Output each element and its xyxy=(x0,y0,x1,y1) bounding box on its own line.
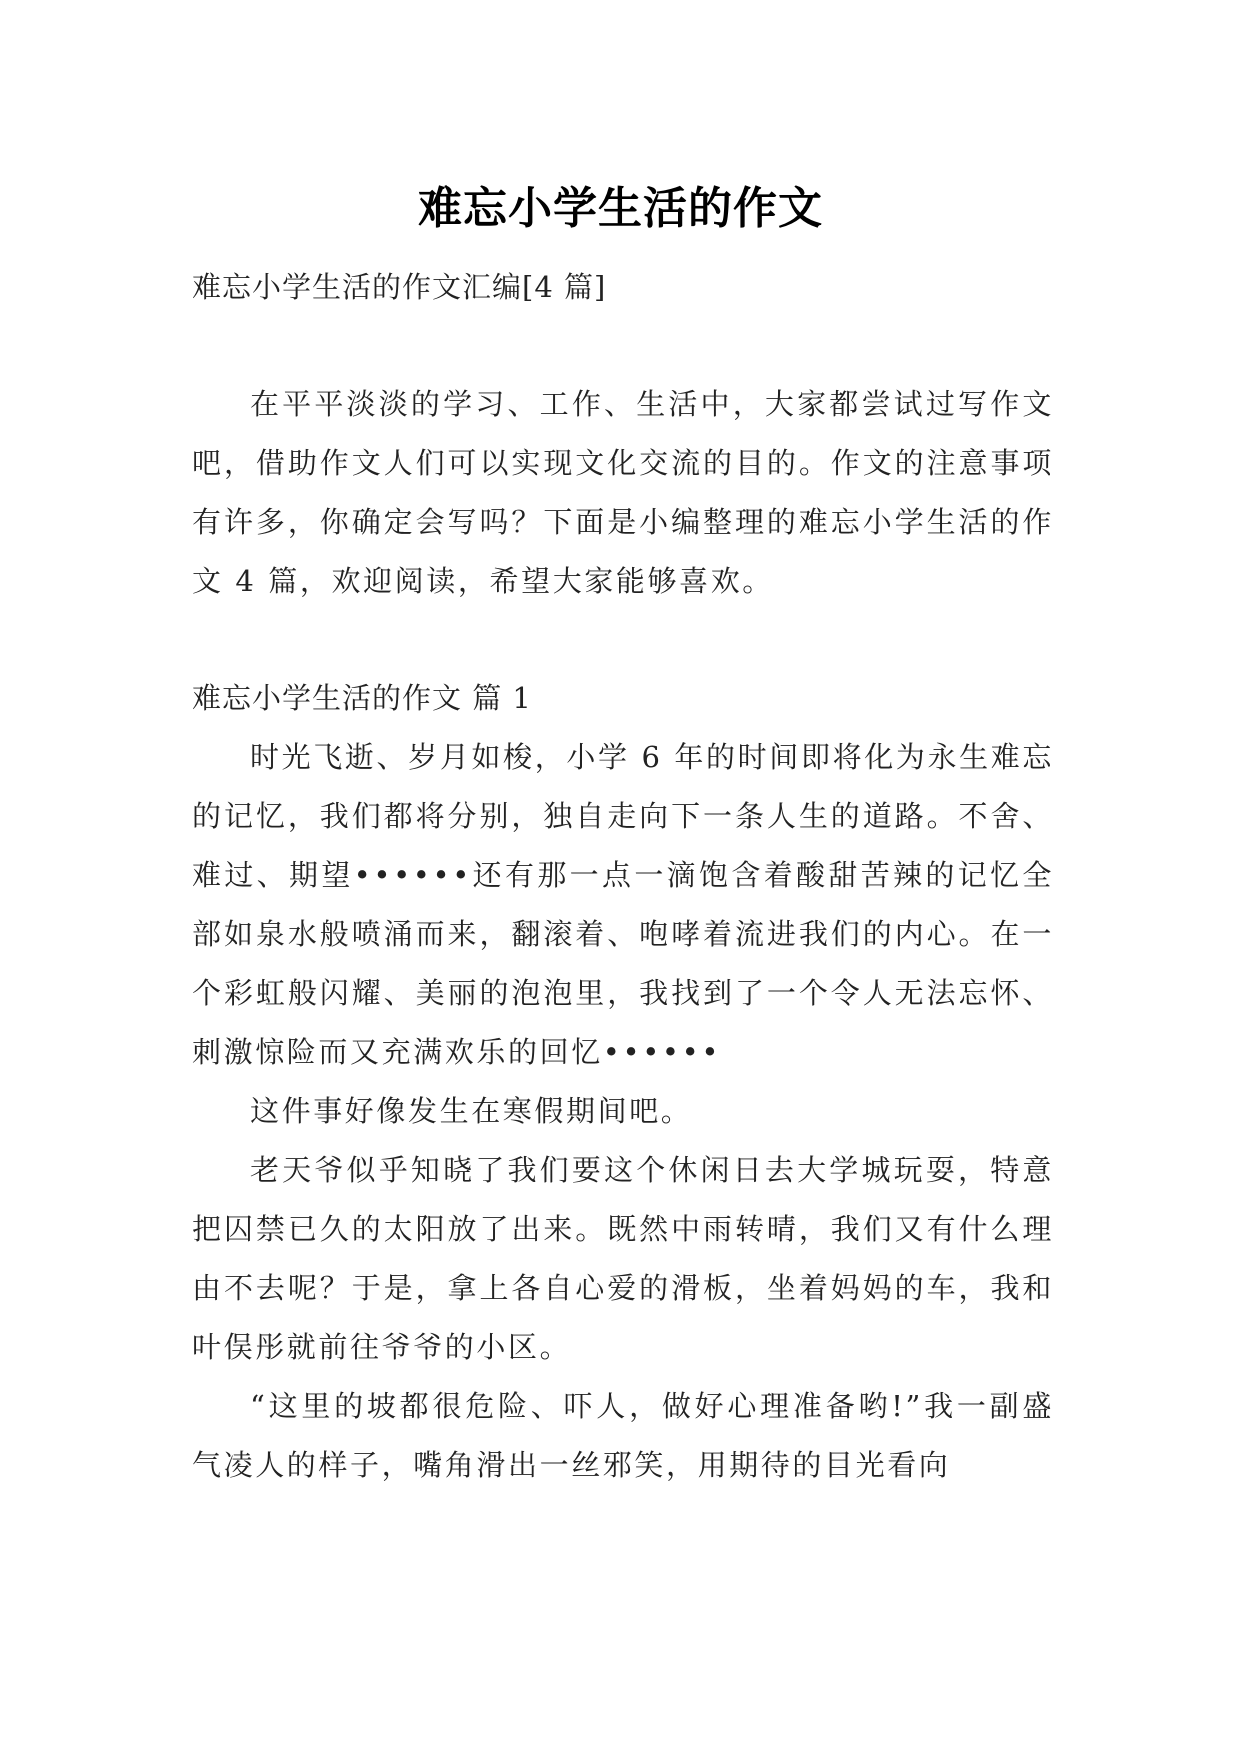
body-paragraph-2: 这件事好像发生在寒假期间吧。 xyxy=(250,1094,693,1128)
document-subtitle: 难忘小学生活的作文汇编[4 篇] xyxy=(192,270,607,304)
body-paragraph-1: 时光飞逝、岁月如梭，小学 6 年的时间即将化为永生难忘的记忆，我们都将分别，独自走向下一条人生的道路。不舍、难过、期望••••••还有那一点一滴饱含着酸甜苦辣的记忆全部如泉水般喷涌而来，翻滚着、咆哮着流进我们的内心。在一个彩虹般闪耀、美丽的泡泡里，我找到了一个令人无法忘怀、刺激惊险而又充满欢乐的回忆•••••• xyxy=(192,740,1054,1069)
body-paragraph-4: “这里的坡都很危险、吓人，做好心理准备哟!”我一副盛气凌人的样子，嘴角滑出一丝邪笑，用期待的目光看向 xyxy=(192,1389,1054,1482)
document-title: 难忘小学生活的作文 xyxy=(418,183,823,235)
body-paragraph-3: 老天爷似乎知晓了我们要这个休闲日去大学城玩耍，特意把囚禁已久的太阳放了出来。既然中雨转晴，我们又有什么理由不去呢？于是，拿上各自心爱的滑板，坐着妈妈的车，我和叶俣彤就前往爷爷的小区。 xyxy=(192,1153,1054,1364)
document-body xyxy=(192,258,1054,1495)
section-heading: 难忘小学生活的作文 篇 1 xyxy=(192,681,532,715)
intro-paragraph: 在平平淡淡的学习、工作、生活中，大家都尝试过写作文吧，借助作文人们可以实现文化交流的目的。作文的注意事项有许多，你确定会写吗？下面是小编整理的难忘小学生活的作文 4 篇，欢迎阅读，希望大家能够喜欢。 xyxy=(192,387,1054,598)
